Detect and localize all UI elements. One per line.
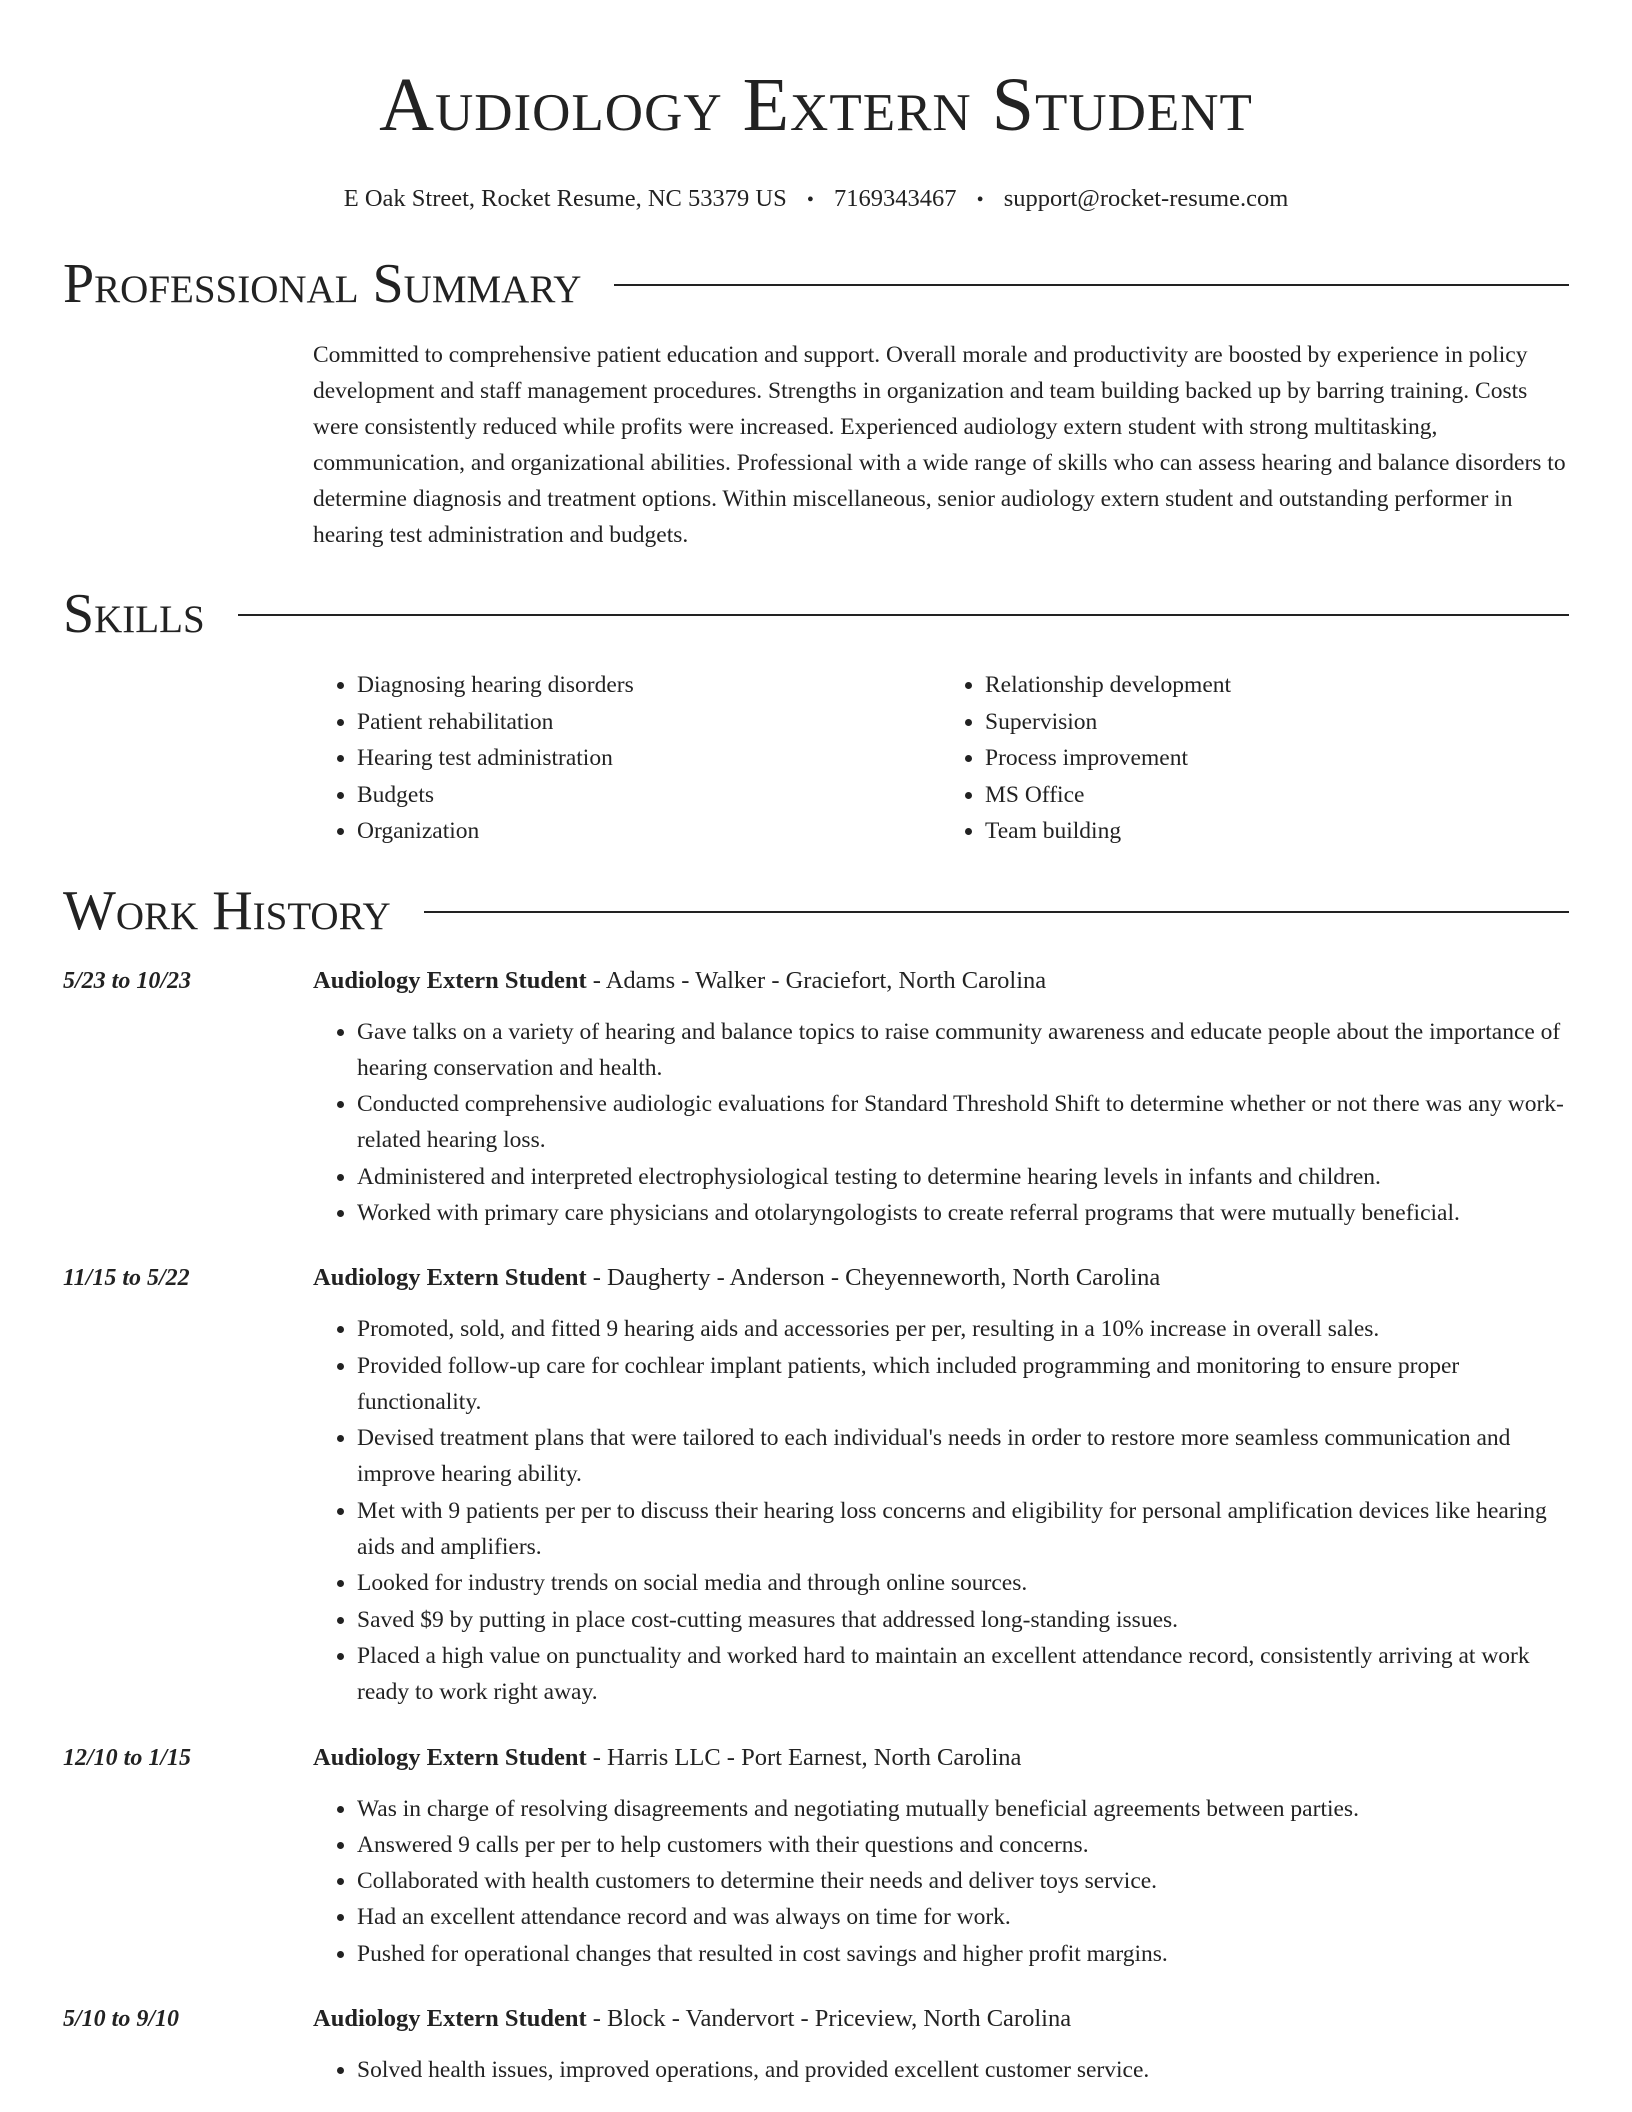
skill-item: • MS Office (985, 777, 1569, 814)
skill-item: • Organization (357, 813, 941, 850)
job-entry (63, 2002, 1569, 2088)
job-bullet: • Was in charge of resolving disagreements and negotiating mutually beneficial agreements between parties. (357, 1791, 1569, 1827)
summary-text: Committed to comprehensive patient education and support. Overall morale and productivity are boosted by experience in policy development and staff management procedures. Strengths in organization and team building backed up by barring training. Costs were consistently reduced while profits were increased. Experienced audiology extern student with strong multitasking, communication, and organizational abilities. Professional with a wide range of skills who can assess hearing and balance disorders to determine diagnosis and treatment options. Within miscellaneous, senior audiology extern student and outstanding performer in hearing test administration and budgets. (313, 342, 1566, 548)
summary-heading: Professional Summary (63, 253, 582, 315)
job-bullet: • Met with 9 patients per per to discuss their hearing loss concerns and eligibility for personal amplification devices like hearing aids and amplifiers. (357, 1493, 1569, 1566)
job-dates: 12/10 to 1/15 (63, 1744, 192, 1771)
skill-item: • Budgets (357, 777, 941, 814)
job-role: Audiology Extern Student (313, 2005, 587, 2033)
skill-item: • Process improvement (985, 740, 1569, 777)
skills-list (313, 667, 1569, 850)
job-bullets (313, 2052, 1569, 2088)
address: E Oak Street, Rocket Resume, NC 53379 US (343, 185, 787, 212)
job-body (313, 1741, 1569, 1972)
job-employer: - Daugherty - Anderson - Cheyenneworth, North Carolina (586, 1264, 1161, 1292)
job-bullet: • Conducted comprehensive audiologic evaluations for Standard Threshold Shift to determine whether or not there was any work-related hearing loss. (357, 1086, 1569, 1159)
separator-dot: • (976, 189, 984, 211)
phone: 7169343467 (834, 185, 957, 212)
job-bullet: • Looked for industry trends on social media and through online sources. (357, 1565, 1569, 1601)
work-section-header (63, 878, 1569, 944)
skill-item: • Supervision (985, 704, 1569, 741)
job-bullets (313, 1791, 1569, 1972)
skill-item: • Patient rehabilitation (357, 704, 941, 741)
job-body (313, 1261, 1569, 1710)
job-role: Audiology Extern Student (313, 1743, 587, 1771)
skills-heading: Skills (63, 583, 205, 645)
job-employer: - Harris LLC - Port Earnest, North Carolina (586, 1743, 1022, 1771)
job-body (313, 2002, 1569, 2088)
job-bullet: • Administered and interpreted electrophysiological testing to determine hearing levels in infants and children. (357, 1159, 1569, 1195)
job-bullet: • Placed a high value on punctuality and worked hard to maintain an excellent attendance record, consistently arriving at work ready to work right away. (357, 1638, 1569, 1711)
job-bullet: • Had an excellent attendance record and was always on time for work. (357, 1899, 1569, 1935)
job-entry (63, 964, 1569, 1232)
skills-column-right (941, 667, 1569, 850)
job-bullets (313, 1014, 1569, 1232)
job-entry (63, 1741, 1569, 1972)
job-dates: 11/15 to 5/22 (63, 1265, 190, 1292)
job-bullet: • Promoted, sold, and fitted 9 hearing aids and accessories per per, resulting in a 10% increase in overall sales. (357, 1311, 1569, 1347)
job-employer: - Block - Vandervort - Priceview, North Carolina (586, 2005, 1072, 2033)
job-bullet: • Solved health issues, improved operations, and provided excellent customer service. (357, 2052, 1569, 2088)
skill-item: • Hearing test administration (357, 740, 941, 777)
job-bullet: • Devised treatment plans that were tailored to each individual's needs in order to restore more seamless communication and improve hearing ability. (357, 1420, 1569, 1493)
job-role: Audiology Extern Student (313, 1264, 587, 1292)
job-title-line (313, 1741, 1569, 1775)
job-employer: - Adams - Walker - Graciefort, North Carolina (586, 966, 1047, 994)
job-bullet: • Saved $9 by putting in place cost-cutting measures that addressed long-standing issues. (357, 1602, 1569, 1638)
job-dates: 5/10 to 9/10 (63, 2006, 180, 2033)
section-divider (614, 284, 1569, 286)
contact-line (63, 182, 1569, 217)
job-bullet: • Pushed for operational changes that resulted in cost savings and higher profit margins. (357, 1936, 1569, 1972)
job-bullet: • Collaborated with health customers to determine their needs and deliver toys service. (357, 1863, 1569, 1899)
job-dates: 5/23 to 10/23 (63, 967, 192, 994)
job-bullet: • Answered 9 calls per per to help customers with their questions and concerns. (357, 1827, 1569, 1863)
section-divider (238, 614, 1569, 616)
job-title-line (313, 2002, 1569, 2036)
job-bullet: • Provided follow-up care for cochlear implant patients, which included programming and monitoring to ensure proper functionality. (357, 1348, 1569, 1421)
skill-item: • Team building (985, 813, 1569, 850)
job-body (313, 964, 1569, 1232)
work-heading: Work History (63, 879, 391, 942)
job-bullet: • Worked with primary care physicians and otolaryngologists to create referral programs that were mutually beneficial. (357, 1195, 1569, 1231)
job-role: Audiology Extern Student (313, 966, 587, 994)
skill-item: • Diagnosing hearing disorders (357, 667, 941, 704)
section-divider (424, 911, 1569, 913)
skill-item: • Relationship development (985, 667, 1569, 704)
job-title-line (313, 1261, 1569, 1295)
email: support@rocket-resume.com (1003, 185, 1289, 212)
job-bullet: • Gave talks on a variety of hearing and balance topics to raise community awareness and educate people about the importance of hearing conservation and health. (357, 1014, 1569, 1087)
candidate-name: Audiology Extern Student (379, 63, 1253, 147)
summary-section-header (63, 251, 1569, 317)
skills-column-left (313, 667, 941, 850)
job-entry (63, 1261, 1569, 1710)
separator-dot: • (806, 189, 814, 211)
job-title-line (313, 964, 1569, 998)
job-bullets (313, 1311, 1569, 1710)
skills-section-header (63, 581, 1569, 647)
